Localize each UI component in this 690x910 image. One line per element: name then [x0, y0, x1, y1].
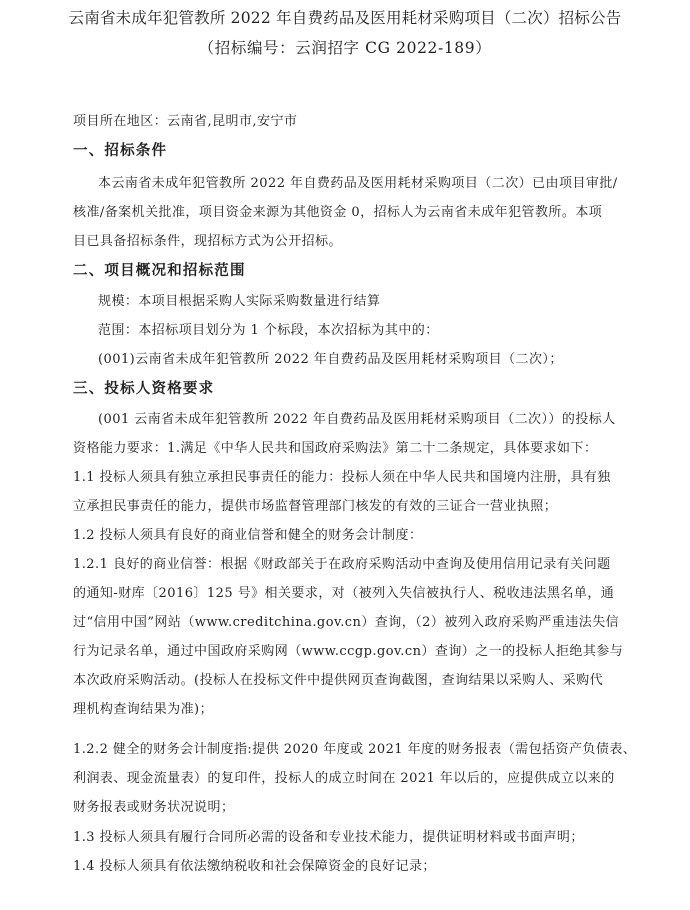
requirement-1-4: 1.4 投标人须具有依法缴纳税收和社会保障资金的良好记录； [73, 859, 436, 874]
requirement-1-1: 1.1 投标人须具有独立承担民事责任的能力：投标人须在中华人民共和国境内注册，具有独 [73, 470, 611, 485]
project-scale: 规模：本项目根据采购人实际采购数量进行结算 [98, 294, 381, 309]
requirement-1-2-1: 行为记录名单，通过中国政府采购网（www.ccgp.gov.cn）查询）之一的投标人拒绝其参与 [73, 644, 624, 659]
paragraph-line: 资格能力要求：1.满足《中华人民共和国政府采购法》第二十二条规定，具体要求如下： [73, 441, 598, 456]
requirement-1-2-1: 的通知-财库〔2016〕125 号》相关要求，对（被列入失信被执行人、税收违法黑名单，通 [73, 586, 615, 601]
requirement-1-3: 1.3 投标人须具有履行合同所必需的设备和专业技术能力，提供证明材料或书面声明； [73, 830, 584, 845]
requirement-1-2-2: 财务报表或财务状况说明； [73, 800, 235, 815]
requirement-1-2-1: 过“信用中国”网站（www.creditchina.gov.cn）查询，（2）被列入政府采购严重违法失信 [73, 615, 620, 630]
project-lot: (001)云南省未成年犯管教所 2022 年自费药品及医用耗材采购项目（二次）； [98, 352, 563, 367]
paragraph-line: 本云南省未成年犯管教所 2022 年自费药品及医用耗材采购项目（二次）已由项目审批/ [98, 176, 618, 191]
project-range: 范围：本招标项目划分为 1 个标段，本次招标为其中的： [98, 323, 439, 338]
requirement-1-2-2: 利润表、现金流量表）的复印件，投标人的成立时间在 2021 年以后的，应提供成立以来的 [73, 771, 615, 786]
paragraph-line: 目已具备招标条件，现招标方式为公开招标。 [73, 234, 343, 249]
tender-number: （招标编号：云润招字 CG 2022-189） [198, 39, 492, 57]
paragraph-line: (001 云南省未成年犯管教所 2022 年自费药品及医用耗材采购项目（二次））的投标人 [98, 412, 616, 427]
section-heading-qualifications: 三、投标人资格要求 [73, 381, 215, 397]
section-heading-tender-conditions: 一、招标条件 [73, 143, 168, 159]
requirement-1-2-1: 本次政府采购活动。(投标人在投标文件中提供网页查询截图，查询结果以采购人、采购代 [73, 673, 604, 688]
requirement-1-2-1: 1.2.1 良好的商业信誉：根据《财政部关于在政府采购活动中查询及使用信用记录有关问题 [73, 557, 611, 572]
notice-title: 云南省未成年犯管教所 2022 年自费药品及医用耗材采购项目（二次）招标公告 [68, 9, 622, 27]
paragraph-line: 核准/备案机关批准，项目资金来源为其他资金 0，招标人为云南省未成年犯管教所。本项 [73, 205, 603, 220]
section-heading-project-overview: 二、项目概况和招标范围 [73, 263, 246, 279]
requirement-1-2-2: 1.2.2 健全的财务会计制度指:提供 2020 年度或 2021 年度的财务报表（需包括资产负债表、 [73, 742, 637, 757]
project-location: 项目所在地区：云南省,昆明市,安宁市 [73, 114, 298, 129]
requirement-1-2-1: 理机构查询结果为准)； [73, 702, 214, 717]
requirement-1-2: 1.2 投标人须具有良好的商业信誉和健全的财务会计制度： [73, 528, 423, 543]
requirement-1-1: 立承担民事责任的能力，提供市场监督管理部门核发的有效的三证合一营业执照； [73, 499, 558, 514]
